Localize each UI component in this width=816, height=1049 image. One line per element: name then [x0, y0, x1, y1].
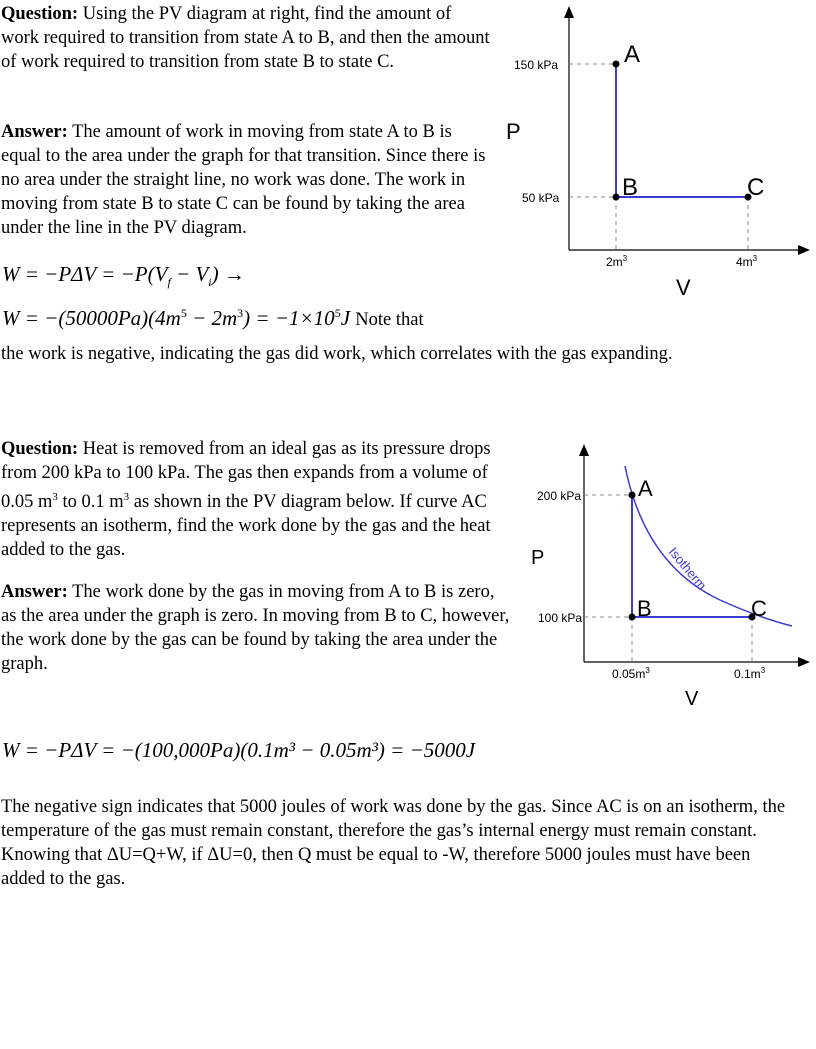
note-rest: the work is negative, indicating the gas did work, which correlates with the gas expanding.	[1, 344, 673, 364]
question-1-label: Question:	[1, 4, 79, 24]
diagram-1-tick-2m: $2m^3$	[606, 254, 628, 269]
equation-1	[2, 262, 245, 290]
equation-3: W = −PΔV = −(100,000Pa)(0.1m³ − 0.05m³) = −5000J	[2, 738, 476, 762]
question-2	[1, 437, 511, 562]
pv-diagram-1	[500, 0, 816, 300]
diagram-1-axis-v: V	[676, 275, 691, 300]
equation-2-exp: 5	[334, 306, 341, 320]
equation-1-sub-i: i	[208, 275, 212, 290]
question-1	[1, 2, 491, 74]
equation-2-a: W = −(50000	[2, 306, 118, 330]
equation-2-d: ) = −1×10	[243, 306, 335, 330]
diagram-2-tick-100: 100 kPa	[538, 611, 583, 625]
equation-2-m2: m	[222, 306, 238, 330]
diagram-1-tick-50: 50 kPa	[522, 191, 560, 205]
diagram-1-y-arrow	[564, 6, 574, 18]
diagram-2-point-a	[629, 492, 636, 499]
equation-2-j: J	[340, 306, 351, 330]
diagram-1-point-b	[613, 194, 620, 201]
answer-1-label: Answer:	[1, 122, 68, 142]
question-2-cube-1: 3	[52, 491, 58, 503]
equation-1-end: ) →	[211, 262, 245, 286]
diagram-1-tick-4m: $4m^3$	[736, 254, 758, 269]
diagram-1-label-a: A	[624, 41, 641, 68]
diagram-2-label-c: C	[751, 596, 767, 621]
equation-2-pa: Pa	[117, 306, 142, 330]
equation-2-b: )(4	[141, 306, 166, 330]
pv-diagram-2	[520, 440, 816, 720]
equation-2-m2-exp: 3	[237, 306, 244, 320]
diagram-2-axis-p: P	[531, 547, 545, 569]
diagram-2-axis-v: V	[685, 688, 699, 710]
diagram-2-label-b: B	[637, 596, 652, 621]
conclusion: The negative sign indicates that 5000 joules of work was done by the gas. Since AC is on an isotherm, the temperature of the gas must remain constant, therefore the gas’s internal energy must remain constant. Knowing that ΔU=Q+W, if ΔU=0, then Q must be equal to -W, therefore 5000 joules must have been added to the gas.	[1, 797, 786, 889]
diagram-1-axis-p: P	[506, 119, 521, 144]
diagram-1-label-b: B	[622, 174, 639, 201]
diagram-2-isotherm-label: Isotherm	[665, 544, 710, 593]
equation-2-m1-exp: 5	[180, 306, 187, 320]
answer-2-label: Answer:	[1, 582, 68, 602]
diagram-2-tick-200: 200 kPa	[537, 489, 582, 503]
diagram-2-tick-01: $0.1m^3$	[734, 666, 766, 681]
equation-2	[2, 306, 424, 331]
equation-1-mid: − V	[170, 262, 209, 286]
diagram-2-label-a: A	[638, 476, 653, 501]
answer-2-text: The work done by the gas in moving from A to B is zero, as the area under the graph is zero. In moving from B to C, however, the work done by the gas can be found by taking the area under the graph.	[1, 582, 510, 674]
answer-1-text: The amount of work in moving from state A to B is equal to the area under the graph for that transition. Since there is no area under the straight line, no work was done. The work in moving from state B to state C can be found by taking the area under the line in the PV diagram.	[1, 122, 486, 238]
question-2-text-c: as shown in the PV diagram below. If curve AC represents an isotherm, find the work done by the gas and the heat added to the gas.	[1, 492, 491, 561]
diagram-2-x-arrow	[798, 657, 810, 667]
equation-2-c: − 2	[186, 306, 222, 330]
diagram-2-y-arrow	[579, 444, 589, 456]
question-1-text: Using the PV diagram at right, find the amount of work required to transition from state A to B, and then the amount of work required to transition from state B to state C.	[1, 4, 490, 72]
equation-1-part: W = −PΔV = −P(V	[2, 262, 168, 286]
diagram-2-point-b	[629, 614, 636, 621]
note-start: Note that	[355, 310, 424, 330]
question-2-text-b: to 0.1 m	[57, 492, 124, 513]
diagram-1-point-a	[613, 61, 620, 68]
equation-2-m1: m	[165, 306, 181, 330]
question-2-cube-2: 3	[123, 491, 130, 503]
question-2-text-a: Heat is removed from an ideal gas as its pressure drops from 200 kPa to 100 kPa. The gas then expands from a volume of 0.05 m	[1, 439, 491, 513]
diagram-1-tick-150: 150 kPa	[514, 58, 559, 72]
answer-1	[1, 120, 493, 240]
diagram-1-label-c: C	[747, 174, 765, 201]
question-2-label: Question:	[1, 439, 79, 459]
diagram-1-x-arrow	[798, 245, 810, 255]
equation-1-sub-f: f	[167, 275, 171, 290]
answer-2	[1, 580, 513, 676]
diagram-2-tick-005: $0.05m^3$	[612, 666, 650, 681]
